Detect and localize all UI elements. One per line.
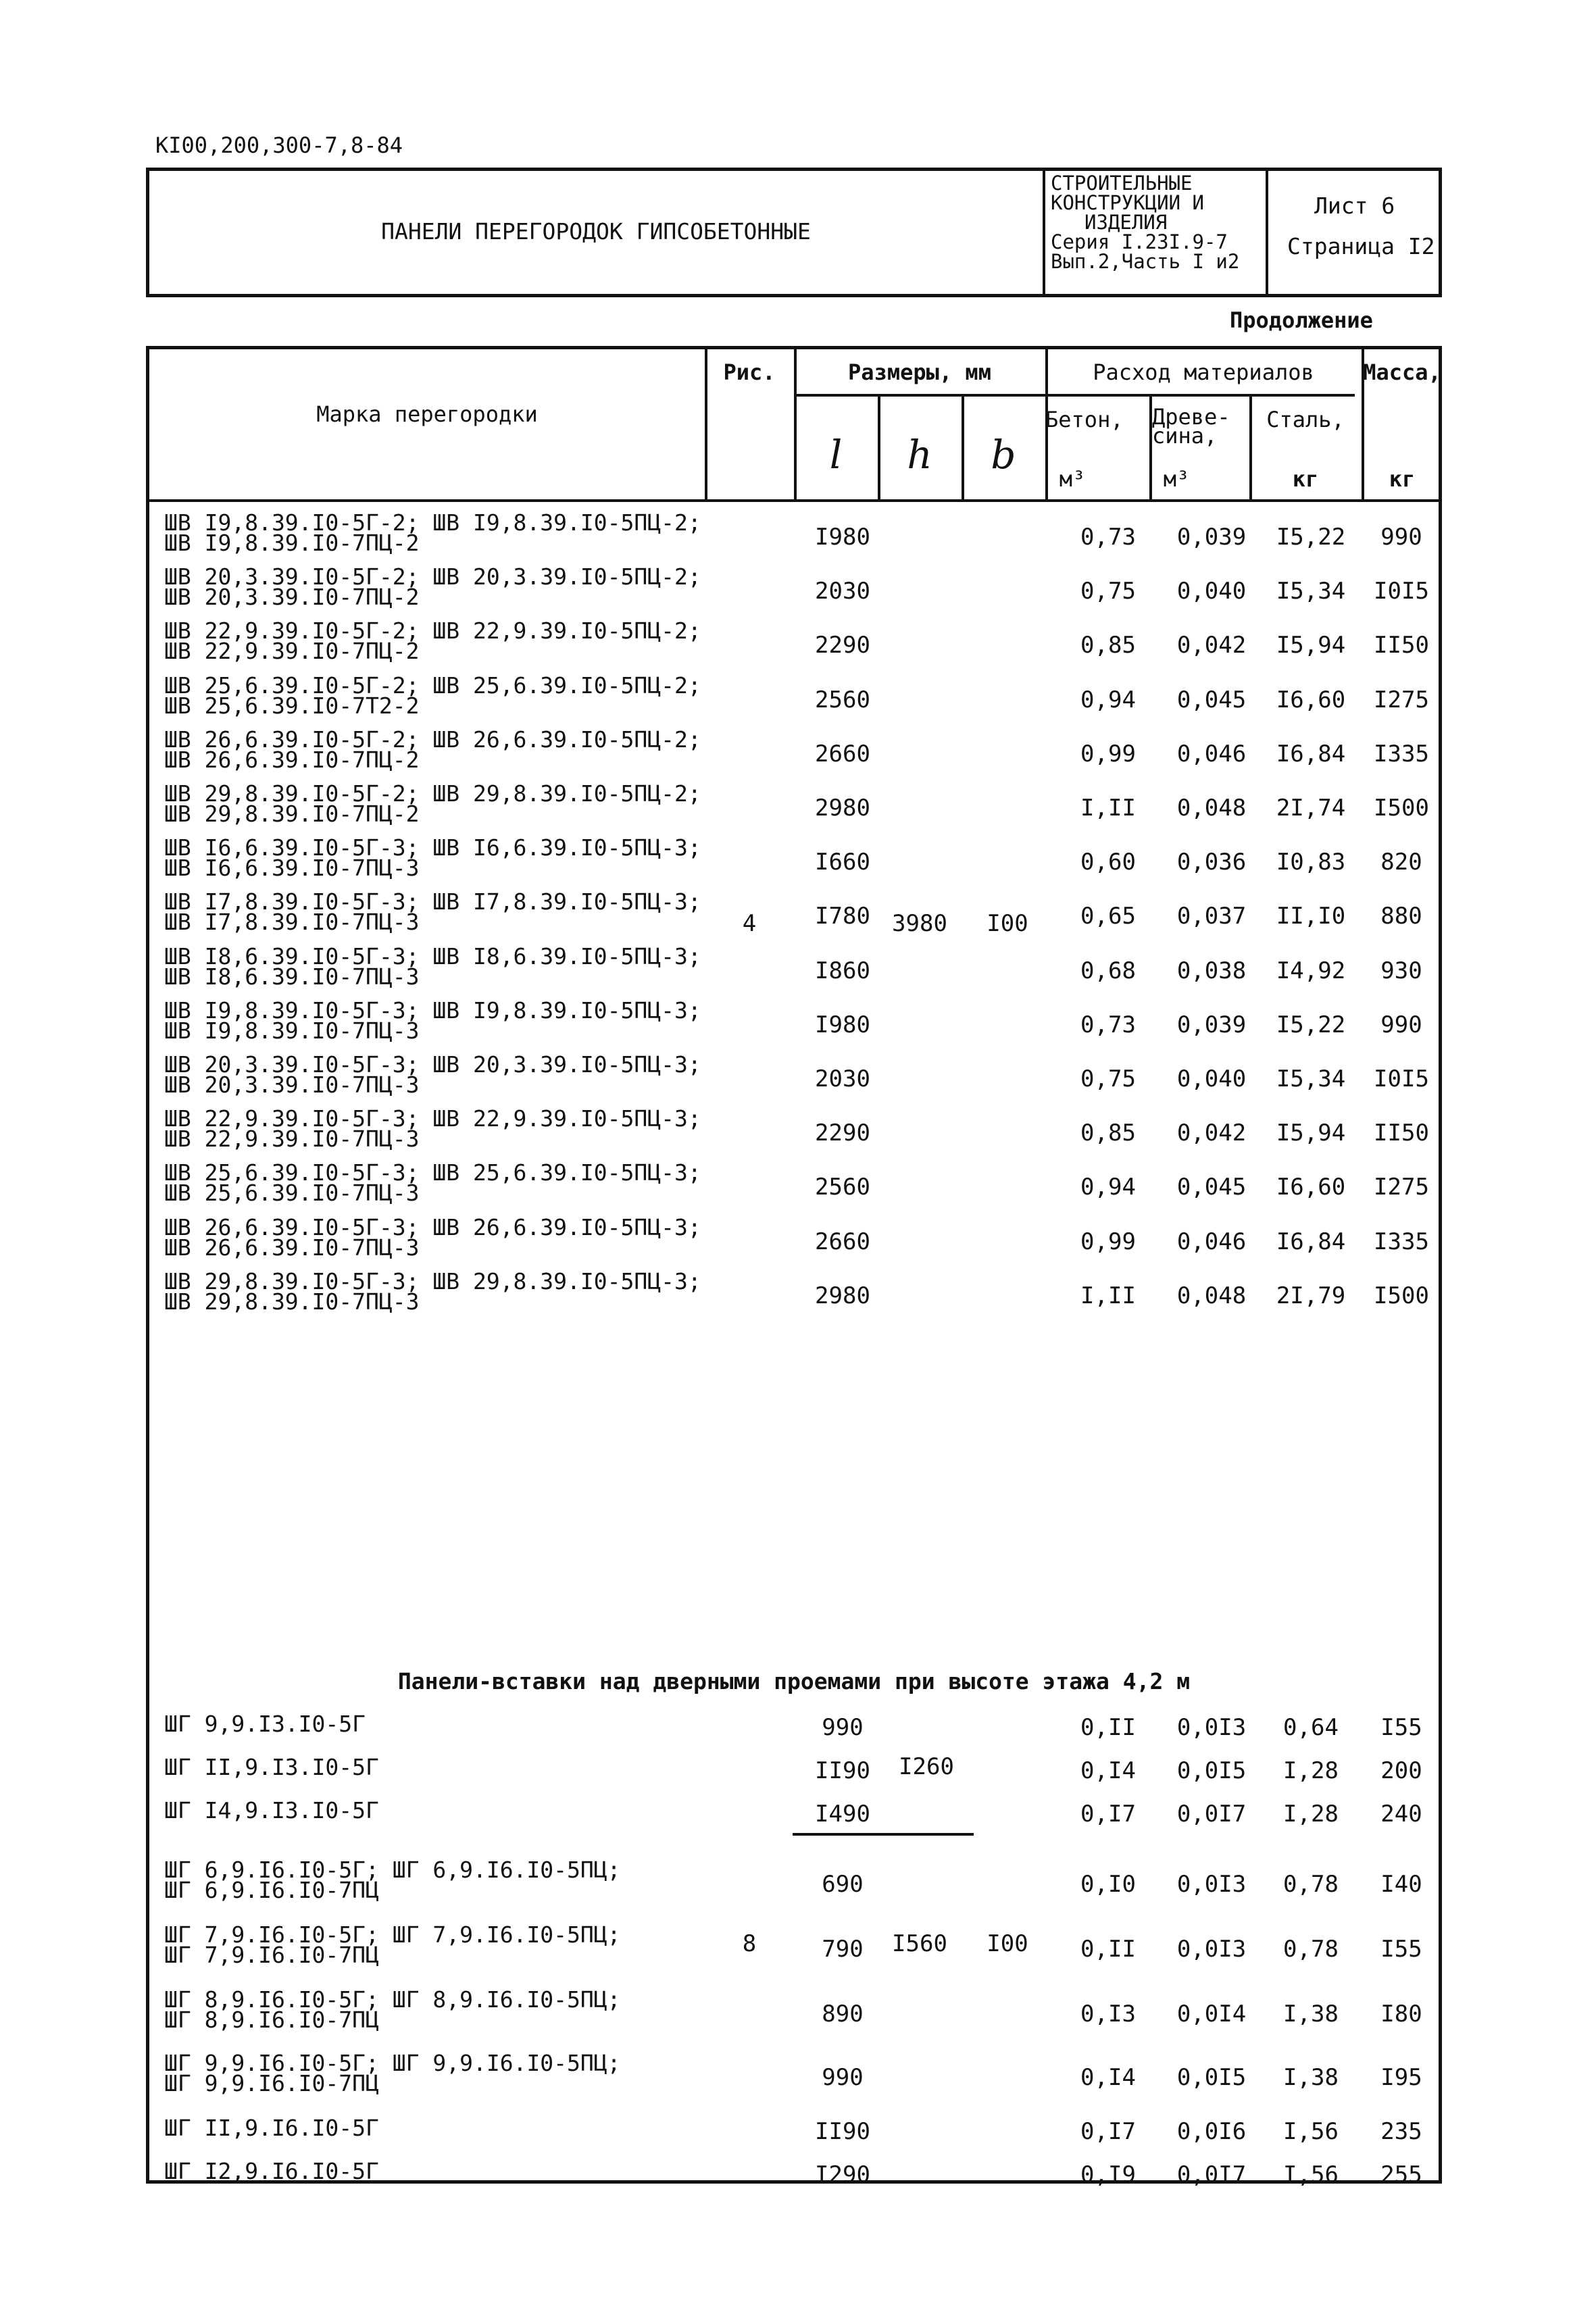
wood-value: 0,0I3: [1176, 1936, 1247, 1963]
concrete-value: 0,65: [1080, 903, 1136, 930]
table-row: [149, 1049, 1439, 1103]
panel-mark: ШВ 20,3.39.I0-5Г-2; ШВ 20,3.39.I0-5ПЦ-2; ШВ 20,3.39.I0-7ПЦ-2: [164, 563, 701, 611]
mass-value: I335: [1374, 740, 1429, 768]
length-value: 2290: [815, 1120, 870, 1147]
mass-value: I0I5: [1374, 578, 1429, 605]
mass-value: I275: [1374, 1174, 1429, 1201]
steel-value: I,28: [1283, 1757, 1339, 1784]
header-materials: Расход материалов: [1093, 359, 1314, 385]
panel-mark: ШГ II,9.I3.I0-5Г: [164, 1754, 379, 1780]
continuation-label: Продолжение: [1230, 307, 1373, 333]
panel-mark: ШВ I8,6.39.I0-5Г-3; ШВ I8,6.39.I0-5ПЦ-3; ШВ I8,6.39.I0-7ПЦ-3: [164, 942, 701, 990]
mass-value: I80: [1380, 2001, 1422, 2028]
mass-value: I335: [1374, 1228, 1429, 1255]
table-row: [149, 724, 1439, 778]
length-value: 2030: [815, 578, 870, 605]
steel-value: I6,84: [1276, 1228, 1346, 1255]
mass-value: 990: [1380, 1011, 1422, 1038]
wood-value: 0,038: [1176, 957, 1247, 984]
table-row: [149, 1212, 1439, 1266]
concrete-value: 0,68: [1080, 957, 1136, 984]
mass-value: I55: [1380, 1714, 1422, 1741]
header-mass-unit: кг: [1389, 466, 1416, 492]
panel-mark: ШВ 25,6.39.I0-5Г-2; ШВ 25,6.39.I0-5ПЦ-2; ШВ 25,6.39.I0-7Т2-2: [164, 672, 701, 719]
concrete-value: 0,94: [1080, 1174, 1136, 1201]
header-h: h: [907, 432, 932, 478]
wood-value: 0,045: [1176, 1174, 1247, 1201]
steel-value: 2I,74: [1276, 795, 1346, 822]
section-title: Панели-вставки над дверными проемами при высоте этажа 4,2 м: [397, 1668, 1191, 1694]
steel-value: I,38: [1283, 2064, 1339, 2091]
header-b: b: [991, 432, 1016, 478]
concrete-value: 0,75: [1080, 578, 1136, 605]
table-row: [149, 2048, 1439, 2102]
mass-value: I55: [1380, 1936, 1422, 1963]
panel-mark: ШВ 29,8.39.I0-5Г-3; ШВ 29,8.39.I0-5ПЦ-3; ШВ 29,8.39.I0-7ПЦ-3: [164, 1267, 701, 1315]
table-row: [149, 615, 1439, 670]
panel-mark: ШВ 29,8.39.I0-5Г-2; ШВ 29,8.39.I0-5ПЦ-2; ШВ 29,8.39.I0-7ПЦ-2: [164, 780, 701, 827]
wood-value: 0,0I6: [1176, 2118, 1247, 2145]
concrete-value: 0,85: [1080, 1120, 1136, 1147]
table-row: [149, 561, 1439, 615]
mass-value: 990: [1380, 524, 1422, 551]
concrete-value: 0,99: [1080, 740, 1136, 768]
series-info: СТРОИТЕЛЬНЫЕ КОНСТРУКЦИИ И ИЗДЕЛИЯ Серия I.23I.9-7 Вып.2,Часть I и2: [1051, 172, 1240, 273]
wood-value: 0,039: [1176, 524, 1247, 551]
concrete-value: 0,73: [1080, 524, 1136, 551]
table-row: [149, 832, 1439, 886]
table-row: [149, 670, 1439, 724]
header-steel: Сталь,: [1266, 407, 1345, 432]
concrete-value: 0,II: [1080, 1714, 1136, 1741]
document-code: КI00,200,300-7,8-84: [155, 132, 403, 158]
wood-value: 0,0I3: [1176, 1714, 1247, 1741]
panel-mark: ШВ I9,8.39.I0-5Г-3; ШВ I9,8.39.I0-5ПЦ-3; ШВ I9,8.39.I0-7ПЦ-3: [164, 997, 701, 1044]
length-value: I980: [815, 524, 870, 551]
table-row: [149, 1103, 1439, 1157]
mass-value: 240: [1380, 1801, 1422, 1828]
group3-b: I00: [987, 1930, 1028, 1957]
mass-value: 200: [1380, 1757, 1422, 1784]
panel-mark: ШВ I9,8.39.I0-5Г-2; ШВ I9,8.39.I0-5ПЦ-2; ШВ I9,8.39.I0-7ПЦ-2: [164, 509, 701, 556]
wood-value: 0,0I7: [1176, 1801, 1247, 1828]
panel-mark: ШВ 20,3.39.I0-5Г-3; ШВ 20,3.39.I0-5ПЦ-3; ШВ 20,3.39.I0-7ПЦ-3: [164, 1051, 701, 1098]
mass-value: I500: [1374, 1282, 1429, 1309]
length-value: 2660: [815, 740, 870, 768]
table-row: [149, 507, 1439, 561]
mass-value: 930: [1380, 957, 1422, 984]
panel-mark: ШГ 9,9.I3.I0-5Г: [164, 1711, 366, 1737]
header-l: l: [829, 432, 843, 478]
panel-mark: ШВ I7,8.39.I0-5Г-3; ШВ I7,8.39.I0-5ПЦ-3; ШВ I7,8.39.I0-7ПЦ-3: [164, 888, 701, 936]
group1-h: 3980: [892, 910, 947, 937]
steel-value: 0,64: [1283, 1714, 1339, 1741]
header-dimensions: Размеры, мм: [848, 359, 991, 385]
steel-value: I5,34: [1276, 578, 1346, 605]
table-row: [149, 1919, 1439, 1973]
table-row: [149, 1855, 1439, 1909]
group3-h: I560: [892, 1930, 947, 1957]
panel-mark: ШВ I6,6.39.I0-5Г-3; ШВ I6,6.39.I0-5ПЦ-3; ШВ I6,6.39.I0-7ПЦ-3: [164, 834, 701, 882]
steel-value: II,I0: [1276, 903, 1346, 930]
panel-mark: ШВ 26,6.39.I0-5Г-3; ШВ 26,6.39.I0-5ПЦ-3; ШВ 26,6.39.I0-7ПЦ-3: [164, 1213, 701, 1261]
group1-b: I00: [987, 910, 1028, 937]
concrete-value: 0,I0: [1080, 1871, 1136, 1898]
concrete-value: I,II: [1080, 1282, 1136, 1309]
length-value: II90: [815, 2118, 870, 2145]
concrete-value: 0,I7: [1080, 1801, 1136, 1828]
concrete-value: 0,I3: [1080, 2001, 1136, 2028]
length-value: I290: [815, 2161, 870, 2188]
panel-mark: ШВ 22,9.39.I0-5Г-2; ШВ 22,9.39.I0-5ПЦ-2; ШВ 22,9.39.I0-7ПЦ-2: [164, 618, 701, 665]
group1-fig: 4: [742, 910, 757, 937]
mass-value: 255: [1380, 2161, 1422, 2188]
steel-value: I6,84: [1276, 740, 1346, 768]
panel-mark: ШГ I4,9.I3.I0-5Г: [164, 1797, 379, 1823]
mass-value: 880: [1380, 903, 1422, 930]
panel-mark: ШГ II,9.I6.I0-5Г: [164, 2115, 379, 2141]
mass-value: I500: [1374, 795, 1429, 822]
length-value: 2290: [815, 632, 870, 659]
wood-value: 0,0I7: [1176, 2161, 1247, 2188]
length-value: I780: [815, 903, 870, 930]
mass-value: 235: [1380, 2118, 1422, 2145]
header-wood-unit: м³: [1163, 466, 1190, 492]
steel-value: I,56: [1283, 2161, 1339, 2188]
mass-value: II50: [1374, 1120, 1429, 1147]
table-row: [149, 1984, 1439, 2038]
concrete-value: 0,II: [1080, 1936, 1136, 1963]
wood-value: 0,039: [1176, 1011, 1247, 1038]
concrete-value: 0,I7: [1080, 2118, 1136, 2145]
steel-value: I,38: [1283, 2001, 1339, 2028]
steel-value: I6,60: [1276, 1174, 1346, 1201]
concrete-value: 0,85: [1080, 632, 1136, 659]
wood-value: 0,045: [1176, 686, 1247, 713]
length-value: I490: [815, 1801, 870, 1828]
length-value: 990: [822, 2064, 864, 2091]
header-fig: Рис.: [723, 359, 776, 385]
sheet-number: Лист 6: [1314, 193, 1395, 219]
document-title: ПАНЕЛИ ПЕРЕГОРОДОК ГИПСОБЕТОННЫЕ: [381, 218, 811, 245]
wood-value: 0,042: [1176, 1120, 1247, 1147]
concrete-value: 0,99: [1080, 1228, 1136, 1255]
steel-value: I,28: [1283, 1801, 1339, 1828]
wood-value: 0,0I5: [1176, 1757, 1247, 1784]
wood-value: 0,0I3: [1176, 1871, 1247, 1898]
mass-value: I40: [1380, 1871, 1422, 1898]
length-value: 790: [822, 1936, 864, 1963]
length-value: 690: [822, 1871, 864, 1898]
group2-h: I260: [899, 1753, 954, 1780]
length-value: I860: [815, 957, 870, 984]
table-row: [149, 778, 1439, 832]
header-mass: Масса,: [1363, 359, 1441, 385]
header-wood: Древе- сина,: [1152, 404, 1230, 449]
concrete-value: I,II: [1080, 795, 1136, 822]
length-value: 2030: [815, 1065, 870, 1092]
panel-mark: ШГ 9,9.I6.I0-5Г; ШГ 9,9.I6.I0-5ПЦ; ШГ 9,9.I6.I0-7ПЦ: [164, 2050, 621, 2096]
table-row: [149, 941, 1439, 995]
panel-mark: ШГ 8,9.I6.I0-5Г; ШГ 8,9.I6.I0-5ПЦ; ШГ 8,9.I6.I0-7ПЦ: [164, 1986, 621, 2033]
mass-value: II50: [1374, 632, 1429, 659]
steel-value: 0,78: [1283, 1871, 1339, 1898]
concrete-value: 0,I4: [1080, 1757, 1136, 1784]
length-value: 2980: [815, 795, 870, 822]
length-value: 2560: [815, 686, 870, 713]
length-value: I660: [815, 849, 870, 876]
table-row: [149, 995, 1439, 1049]
header-concrete: Бетон,: [1045, 407, 1124, 432]
concrete-value: 0,75: [1080, 1065, 1136, 1092]
wood-value: 0,048: [1176, 795, 1247, 822]
sheet-info: [1287, 186, 1435, 267]
length-value: 2560: [815, 1174, 870, 1201]
length-value: I980: [815, 1011, 870, 1038]
steel-value: I5,22: [1276, 524, 1346, 551]
length-value: 2980: [815, 1282, 870, 1309]
wood-value: 0,042: [1176, 632, 1247, 659]
title-block: [146, 168, 1442, 297]
panel-mark: ШВ 22,9.39.I0-5Г-3; ШВ 22,9.39.I0-5ПЦ-3; ШВ 22,9.39.I0-7ПЦ-3: [164, 1105, 701, 1153]
panel-mark: ШГ 6,9.I6.I0-5Г; ШГ 6,9.I6.I0-5ПЦ; ШГ 6,9.I6.I0-7ПЦ: [164, 1857, 621, 1903]
wood-value: 0,046: [1176, 1228, 1247, 1255]
page-number: Страница I2: [1287, 233, 1435, 259]
wood-value: 0,046: [1176, 740, 1247, 768]
steel-value: 2I,79: [1276, 1282, 1346, 1309]
length-value: 890: [822, 2001, 864, 2028]
header-concrete-unit: м³: [1059, 466, 1086, 492]
steel-value: I6,60: [1276, 686, 1346, 713]
steel-value: I5,34: [1276, 1065, 1346, 1092]
panel-mark: ШГ I2,9.I6.I0-5Г: [164, 2158, 379, 2184]
concrete-value: 0,I4: [1080, 2064, 1136, 2091]
concrete-value: 0,I9: [1080, 2161, 1136, 2188]
group3-fig: 8: [742, 1930, 757, 1957]
steel-value: 0,78: [1283, 1936, 1339, 1963]
wood-value: 0,0I5: [1176, 2064, 1247, 2091]
table-row: [149, 1266, 1439, 1320]
concrete-value: 0,94: [1080, 686, 1136, 713]
steel-value: I5,22: [1276, 1011, 1346, 1038]
panel-mark: ШГ 7,9.I6.I0-5Г; ШГ 7,9.I6.I0-5ПЦ; ШГ 7,9.I6.I0-7ПЦ: [164, 1921, 621, 1968]
header-mark: Марка перегородки: [316, 401, 538, 427]
mass-value: I95: [1380, 2064, 1422, 2091]
steel-value: I5,94: [1276, 1120, 1346, 1147]
wood-value: 0,040: [1176, 1065, 1247, 1092]
length-value: 990: [822, 1714, 864, 1741]
table-row: [149, 1157, 1439, 1211]
table-row: [149, 886, 1439, 940]
concrete-value: 0,60: [1080, 849, 1136, 876]
mass-value: I275: [1374, 686, 1429, 713]
wood-value: 0,037: [1176, 903, 1247, 930]
steel-value: I4,92: [1276, 957, 1346, 984]
table-row: [149, 1784, 1439, 1838]
steel-value: I,56: [1283, 2118, 1339, 2145]
wood-value: 0,0I4: [1176, 2001, 1247, 2028]
wood-value: 0,048: [1176, 1282, 1247, 1309]
mass-value: 820: [1380, 849, 1422, 876]
steel-value: I0,83: [1276, 849, 1346, 876]
materials-table: [146, 346, 1442, 2188]
steel-value: I5,94: [1276, 632, 1346, 659]
length-value: 2660: [815, 1228, 870, 1255]
length-value: II90: [815, 1757, 870, 1784]
header-steel-unit: кг: [1292, 466, 1319, 492]
wood-value: 0,036: [1176, 849, 1247, 876]
table-row: [149, 2145, 1439, 2199]
mass-value: I0I5: [1374, 1065, 1429, 1092]
wood-value: 0,040: [1176, 578, 1247, 605]
panel-mark: ШВ 25,6.39.I0-5Г-3; ШВ 25,6.39.I0-5ПЦ-3; ШВ 25,6.39.I0-7ПЦ-3: [164, 1159, 701, 1207]
concrete-value: 0,73: [1080, 1011, 1136, 1038]
panel-mark: ШВ 26,6.39.I0-5Г-2; ШВ 26,6.39.I0-5ПЦ-2; ШВ 26,6.39.I0-7ПЦ-2: [164, 726, 701, 773]
